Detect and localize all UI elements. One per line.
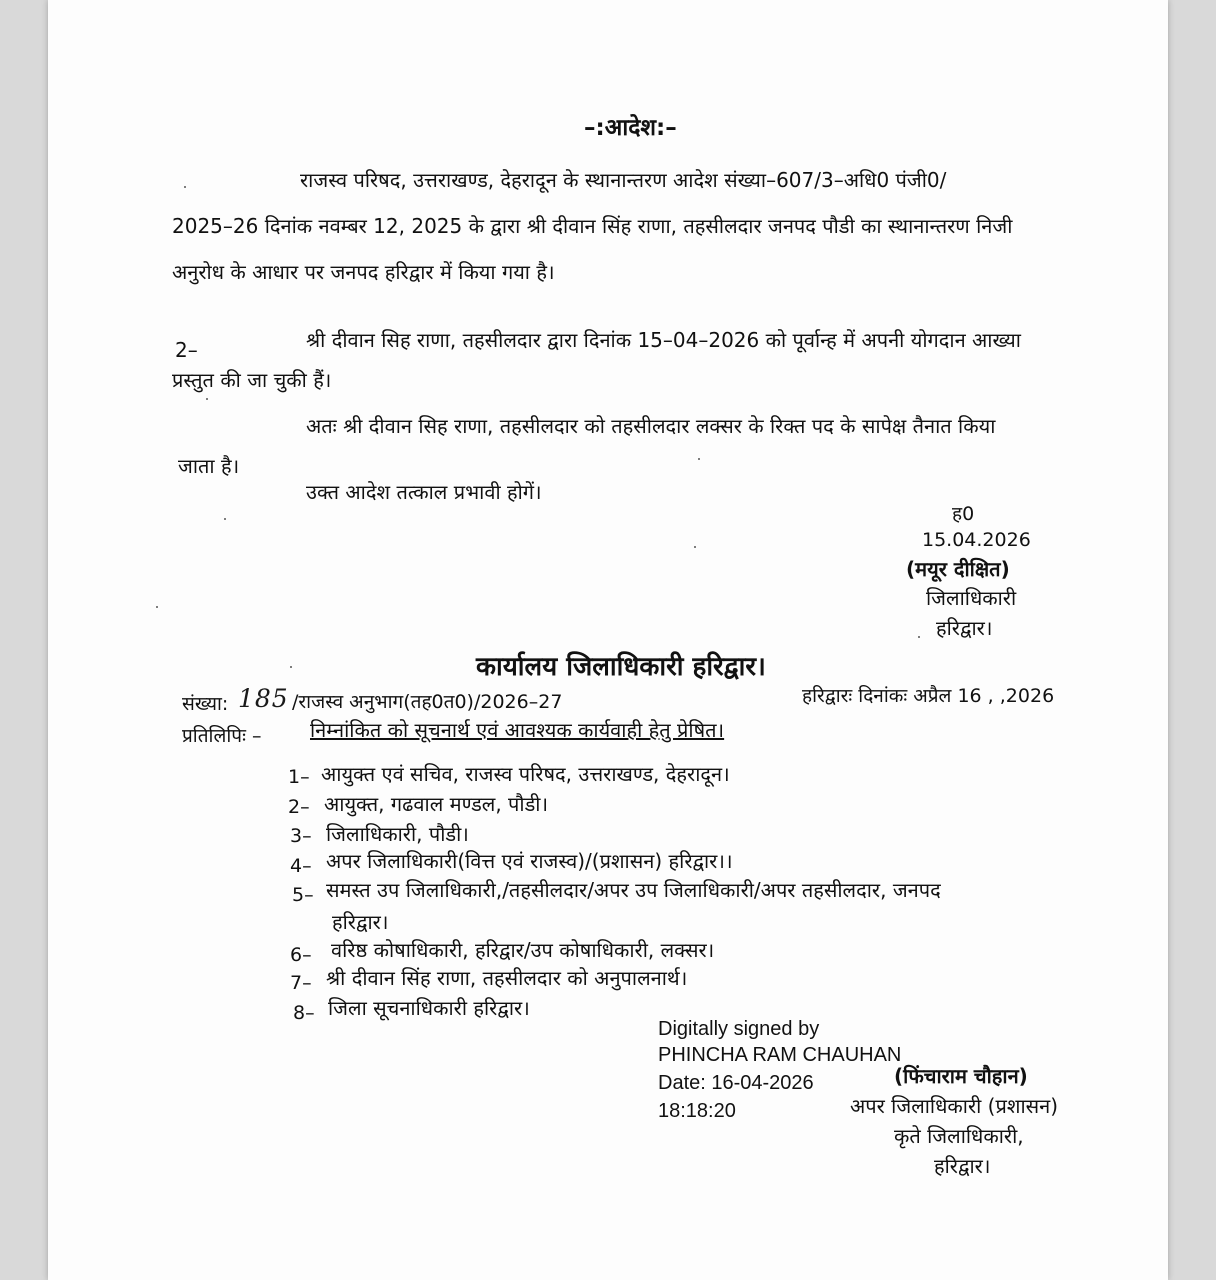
scan-speck: [224, 518, 226, 520]
list-item-text: अपर जिलाधिकारी(वित्त एवं राजस्व)/(प्रशासन) हरिद्वार।।: [326, 849, 733, 873]
handwritten-number: 185: [238, 684, 289, 713]
signatory2-name: (फिंचाराम चौहान): [894, 1064, 1028, 1088]
para1-line2: 2025–26 दिनांक नवम्बर 12, 2025 के द्वारा श्री दीवान सिंह राणा, तहसीलदार जनपद पौडी का स्थानान्तरण निजी: [172, 214, 1013, 238]
signatory1-designation: जिलाधिकारी: [926, 586, 1017, 610]
list-item-text: आयुक्त, गढवाल मण्डल, पौडी।: [324, 792, 549, 816]
scan-speck: [290, 666, 292, 668]
list-item-text: जिलाधिकारी, पौडी।: [326, 822, 469, 846]
signatory1-name: (मयूर दीक्षित): [906, 557, 1010, 581]
list-item-text: आयुक्त एवं सचिव, राजस्व परिषद, उत्तराखण्ड, देहरादून।: [321, 762, 730, 786]
scan-speck: [184, 186, 186, 188]
list-item-num: 1–: [288, 766, 310, 788]
list-item-text-continued: हरिद्वार।: [332, 910, 389, 934]
list-item-num: 5–: [292, 884, 314, 906]
para2-line2: प्रस्तुत की जा चुकी हैं।: [172, 368, 332, 392]
digital-signature-line4: 18:18:20: [658, 1100, 736, 1122]
document-page: [48, 0, 1168, 1280]
order-title: –:आदेश:–: [584, 115, 677, 141]
para4: उक्त आदेश तत्काल प्रभावी होगें।: [306, 480, 542, 504]
list-item-num: 4–: [290, 855, 312, 877]
scan-speck: [694, 546, 696, 548]
copy-label: प्रतिलिपिः –: [182, 725, 262, 747]
signatory1-place: हरिद्वार।: [936, 616, 993, 640]
list-item-num: 2–: [288, 796, 310, 818]
list-item-num: 6–: [290, 944, 312, 966]
signatory2-place: हरिद्वार।: [934, 1154, 991, 1178]
para2-line1: श्री दीवान सिह राणा, तहसीलदार द्वारा दिनांक 15–04–2026 को पूर्वान्ह में अपनी योगदान आख्या: [306, 328, 1021, 352]
list-item-text: वरिष्ठ कोषाधिकारी, हरिद्वार/उप कोषाधिकारी, लक्सर।: [331, 938, 715, 962]
list-item-text: श्री दीवान सिंह राणा, तहसीलदार को अनुपालनार्थ।: [326, 966, 688, 990]
para1-line1: राजस्व परिषद, उत्तराखण्ड, देहरादून के स्थानान्तरण आदेश संख्या–607/3–अधि0 पंजी0/: [300, 168, 947, 192]
scan-speck: [698, 458, 700, 460]
digital-signature-line3: Date: 16-04-2026: [658, 1072, 814, 1094]
list-item-num: 7–: [290, 972, 312, 994]
signatory2-on-behalf: कृते जिलाधिकारी,: [894, 1124, 1024, 1148]
signed-mark: ह0: [952, 503, 975, 525]
signatory1-date: 15.04.2026: [922, 529, 1031, 551]
office-heading: कार्यालय जिलाधिकारी हरिद्वार।: [476, 652, 766, 682]
para2-number: 2–: [175, 338, 198, 362]
para3-line1: अतः श्री दीवान सिह राणा, तहसीलदार को तहसीलदार लक्सर के रिक्त पद के सापेक्ष तैनात किया: [306, 414, 996, 438]
para1-line3: अनुरोध के आधार पर जनपद हरिद्वार में किया गया है।: [172, 260, 555, 284]
place-date: हरिद्वारः दिनांकः अप्रैल 16 , ,2026: [802, 685, 1055, 707]
number-label: संख्या:: [182, 693, 229, 715]
list-item-num: 3–: [290, 825, 312, 847]
number-rest: /राजस्व अनुभाग(तह0त0)/2026–27: [292, 691, 563, 713]
scan-speck: [918, 636, 920, 638]
list-item-text: जिला सूचनाधिकारी हरिद्वार।: [328, 996, 530, 1020]
digital-signature-line1: Digitally signed by: [658, 1018, 820, 1040]
para3-line2: जाता है।: [178, 454, 240, 478]
copy-text: निम्नांकित को सूचनार्थ एवं आवश्यक कार्यवाही हेतु प्रेषित।: [310, 718, 725, 742]
scan-speck: [156, 606, 158, 608]
scan-speck: [206, 398, 208, 400]
list-item-num: 8–: [293, 1002, 315, 1024]
list-item-text: समस्त उप जिलाधिकारी,/तहसीलदार/अपर उप जिलाधिकारी/अपर तहसीलदार, जनपद: [326, 878, 941, 902]
signatory2-designation: अपर जिलाधिकारी (प्रशासन): [850, 1094, 1059, 1118]
digital-signature-line2: PHINCHA RAM CHAUHAN: [658, 1044, 902, 1066]
